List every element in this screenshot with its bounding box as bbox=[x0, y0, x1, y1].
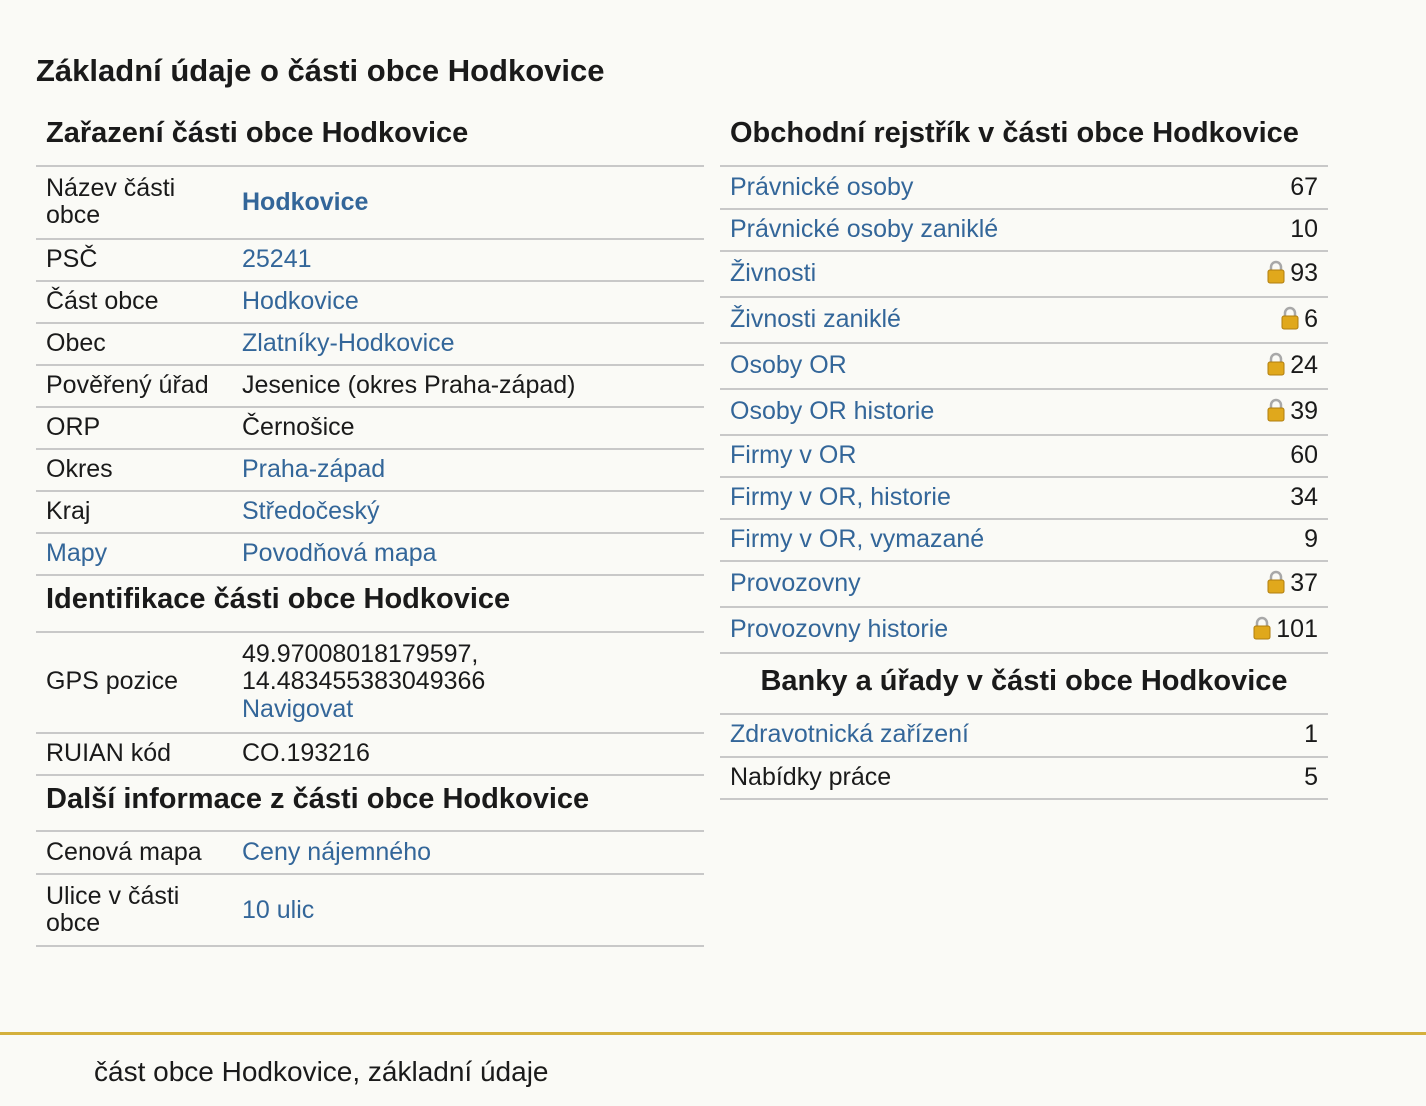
table-row bbox=[36, 365, 704, 407]
table-row bbox=[720, 297, 1328, 343]
register-link[interactable]: Provozovny bbox=[730, 569, 861, 598]
identifikace-heading: Identifikace části obce Hodkovice bbox=[36, 576, 704, 633]
psc-link[interactable]: 25241 bbox=[242, 245, 312, 274]
navigate-link[interactable]: Navigovat bbox=[242, 694, 354, 723]
lock-icon bbox=[1266, 398, 1286, 422]
rent-prices-link[interactable]: Ceny nájemného bbox=[242, 838, 432, 867]
table-row bbox=[36, 449, 704, 491]
left-column bbox=[36, 110, 704, 947]
table-row bbox=[720, 607, 1328, 653]
row-count: 6 bbox=[1304, 305, 1318, 334]
ruian-value: CO.193216 bbox=[232, 733, 704, 775]
region-link[interactable]: Středočeský bbox=[242, 497, 380, 526]
streets-link[interactable]: 10 ulic bbox=[242, 895, 315, 924]
row-count: 24 bbox=[1290, 351, 1318, 380]
municipality-link[interactable]: Zlatníky-Hodkovice bbox=[242, 329, 455, 358]
banky-table bbox=[720, 715, 1328, 800]
gps-longitude: 14.483455383049366 bbox=[242, 667, 486, 696]
row-label: Kraj bbox=[36, 491, 232, 533]
zarazeni-heading: Zařazení části obce Hodkovice bbox=[36, 110, 704, 167]
lock-icon bbox=[1266, 260, 1286, 284]
register-link[interactable]: Osoby OR bbox=[730, 351, 847, 380]
banky-heading: Banky a úřady v části obce Hodkovice bbox=[720, 654, 1328, 715]
part-name-link[interactable]: Hodkovice bbox=[242, 187, 369, 216]
register-link[interactable]: Právnické osoby bbox=[730, 172, 914, 201]
table-row bbox=[36, 239, 704, 281]
table-row bbox=[720, 561, 1328, 607]
row-label: Cenová mapa bbox=[36, 832, 232, 874]
register-link[interactable]: Živnosti bbox=[730, 259, 817, 288]
row-label: Název části obce bbox=[36, 167, 232, 239]
table-row bbox=[720, 251, 1328, 297]
lock-icon bbox=[1266, 352, 1286, 376]
register-link[interactable]: Osoby OR historie bbox=[730, 397, 935, 426]
row-count: 34 bbox=[1290, 483, 1318, 512]
orp-value: Černošice bbox=[232, 407, 704, 449]
row-count: 101 bbox=[1276, 615, 1318, 644]
lock-icon bbox=[1280, 306, 1300, 330]
row-label: Nabídky práce bbox=[730, 762, 892, 791]
row-label: RUIAN kód bbox=[36, 733, 232, 775]
register-link[interactable]: Firmy v OR, historie bbox=[730, 483, 951, 512]
table-row bbox=[36, 533, 704, 575]
register-link[interactable]: Zdravotnická zařízení bbox=[730, 720, 969, 749]
register-link[interactable]: Právnické osoby zaniklé bbox=[730, 215, 999, 244]
register-link[interactable]: Živnosti zaniklé bbox=[730, 305, 901, 334]
table-row bbox=[720, 757, 1328, 799]
district-link[interactable]: Praha-západ bbox=[242, 455, 386, 484]
table-row bbox=[720, 435, 1328, 477]
gps-latitude: 49.97008018179597, bbox=[242, 639, 479, 668]
row-label: PSČ bbox=[36, 239, 232, 281]
footer-text: část obce Hodkovice, základní údaje bbox=[94, 1056, 549, 1087]
row-count: 1 bbox=[1304, 720, 1318, 749]
part-link[interactable]: Hodkovice bbox=[242, 287, 359, 316]
table-row bbox=[720, 343, 1328, 389]
register-link[interactable]: Provozovny historie bbox=[730, 615, 949, 644]
lock-icon bbox=[1252, 616, 1272, 640]
table-row bbox=[720, 715, 1328, 757]
row-label: ORP bbox=[36, 407, 232, 449]
identifikace-table bbox=[36, 633, 704, 776]
table-row bbox=[36, 874, 704, 946]
row-label: Okres bbox=[36, 449, 232, 491]
row-label: Ulice v části obce bbox=[36, 874, 232, 946]
register-link[interactable]: Firmy v OR bbox=[730, 441, 857, 470]
footer-divider bbox=[0, 1032, 1426, 1035]
row-count: 9 bbox=[1304, 525, 1318, 554]
row-count: 60 bbox=[1290, 441, 1318, 470]
register-link[interactable]: Firmy v OR, vymazané bbox=[730, 525, 985, 554]
table-row bbox=[36, 281, 704, 323]
right-column bbox=[720, 110, 1328, 800]
row-label: GPS pozice bbox=[36, 633, 232, 733]
row-label: Obec bbox=[36, 323, 232, 365]
table-row bbox=[720, 519, 1328, 561]
table-row bbox=[36, 832, 704, 874]
lock-icon bbox=[1266, 570, 1286, 594]
dalsi-heading: Další informace z části obce Hodkovice bbox=[36, 776, 704, 833]
row-label: Část obce bbox=[36, 281, 232, 323]
dalsi-table bbox=[36, 832, 704, 947]
row-count: 39 bbox=[1290, 397, 1318, 426]
table-row bbox=[36, 491, 704, 533]
maps-link[interactable]: Mapy bbox=[46, 539, 108, 568]
table-row bbox=[720, 477, 1328, 519]
flood-map-link[interactable]: Povodňová mapa bbox=[242, 539, 437, 568]
authority-value: Jesenice (okres Praha-západ) bbox=[232, 365, 704, 407]
table-row bbox=[36, 407, 704, 449]
row-count: 5 bbox=[1304, 762, 1318, 791]
obchodni-table bbox=[720, 167, 1328, 654]
table-row bbox=[36, 633, 704, 733]
row-count: 67 bbox=[1290, 172, 1318, 201]
row-count: 93 bbox=[1290, 259, 1318, 288]
row-label: Pověřený úřad bbox=[36, 365, 232, 407]
zarazeni-table bbox=[36, 167, 704, 576]
row-count: 10 bbox=[1290, 215, 1318, 244]
obchodni-heading: Obchodní rejstřík v části obce Hodkovice bbox=[720, 110, 1328, 167]
row-count: 37 bbox=[1290, 569, 1318, 598]
table-row bbox=[36, 733, 704, 775]
table-row bbox=[36, 323, 704, 365]
table-row bbox=[720, 167, 1328, 209]
page-title: Základní údaje o části obce Hodkovice bbox=[36, 53, 605, 88]
table-row bbox=[720, 389, 1328, 435]
table-row bbox=[720, 209, 1328, 251]
table-row bbox=[36, 167, 704, 239]
